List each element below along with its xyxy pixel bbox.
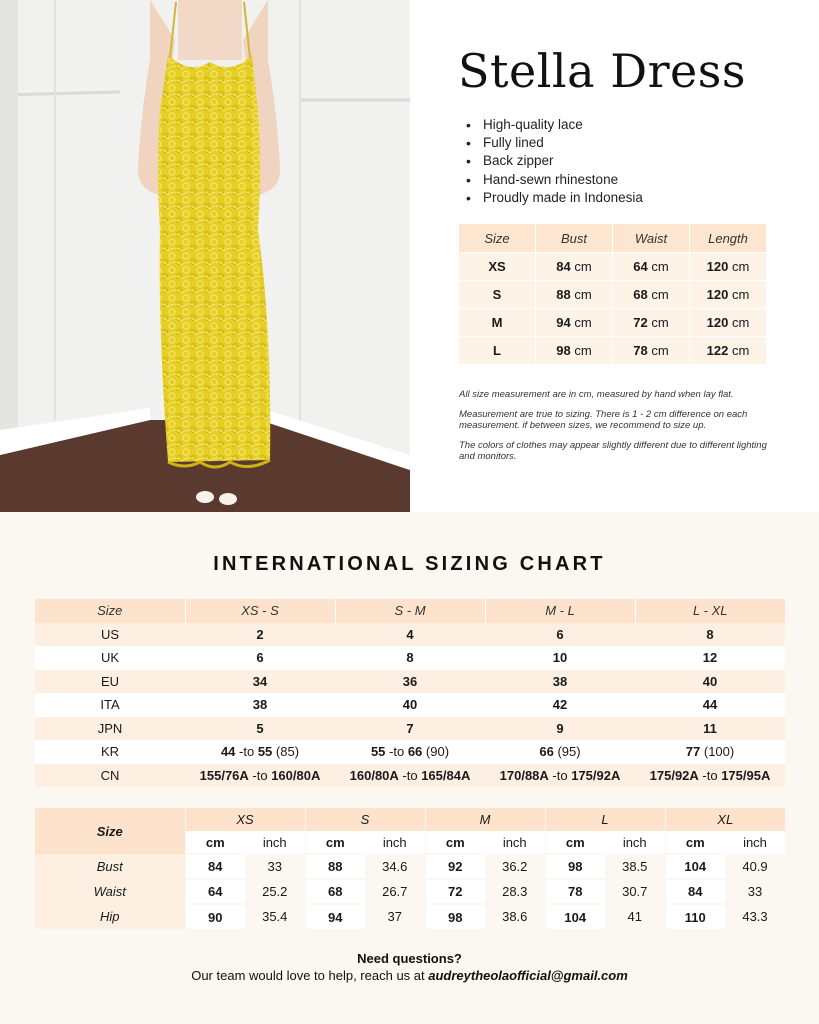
size-value: 9 — [485, 717, 635, 741]
unit-inch: inch — [245, 831, 305, 854]
cm-value: 88 — [305, 854, 365, 879]
product-photo — [0, 0, 410, 512]
inch-value: 30.7 — [605, 879, 665, 904]
international-sizing-table — [35, 599, 785, 787]
bust-cell: 84 cm — [536, 252, 613, 280]
size-cell: S — [459, 280, 536, 308]
row-label: Hip — [35, 904, 185, 929]
contact-line — [0, 967, 819, 984]
length-cell: 120 cm — [690, 280, 767, 308]
cm-value: 110 — [665, 904, 725, 929]
size-group-header: L — [545, 808, 665, 831]
size-value: 38 — [185, 693, 335, 717]
row-label: ITA — [35, 693, 185, 717]
table-row — [35, 670, 785, 694]
unit-cm: cm — [545, 831, 605, 854]
size-value: 42 — [485, 693, 635, 717]
size-range: 160/80A -to 165/84A — [335, 764, 485, 788]
feature-item: • High-quality lace — [466, 116, 643, 134]
cm-value: 98 — [545, 854, 605, 879]
table-row — [35, 717, 785, 741]
size-table-header: Size — [459, 224, 536, 252]
international-title: INTERNATIONAL SIZING CHART — [213, 553, 606, 575]
size-table-header: Bust — [536, 224, 613, 252]
size-range: 44 -to 55 (85) — [185, 740, 335, 764]
inch-value: 38.6 — [485, 904, 545, 929]
size-table-header: Length — [690, 224, 767, 252]
feature-list — [466, 116, 643, 207]
table-row — [35, 879, 785, 904]
inch-value: 26.7 — [365, 879, 425, 904]
cm-value: 92 — [425, 854, 485, 879]
waist-cell: 64 cm — [613, 252, 690, 280]
size-value: 4 — [335, 623, 485, 647]
inch-value: 34.6 — [365, 854, 425, 879]
header-cell: M - L — [485, 599, 635, 623]
cm-value: 68 — [305, 879, 365, 904]
note-text: The colors of clothes may appear slightly different due to different lighting and monitors. — [459, 440, 767, 462]
size-value: 40 — [335, 693, 485, 717]
size-value: 8 — [335, 646, 485, 670]
unit-inch: inch — [725, 831, 785, 854]
unit-cm: cm — [665, 831, 725, 854]
size-table — [459, 224, 767, 364]
table-row — [35, 904, 785, 929]
size-group-header: S — [305, 808, 425, 831]
contact-block — [0, 950, 819, 984]
unit-inch: inch — [605, 831, 665, 854]
table-row — [459, 280, 767, 308]
feature-item: • Hand-sewn rhinestone — [466, 171, 643, 189]
note-text: All size measurement are in cm, measured by hand when lay flat. — [459, 389, 734, 400]
cm-value: 84 — [665, 879, 725, 904]
cm-value: 104 — [665, 854, 725, 879]
size-group-header: XL — [665, 808, 785, 831]
cm-value: 98 — [425, 904, 485, 929]
inch-value: 33 — [725, 879, 785, 904]
size-range: 155/76A -to 160/80A — [185, 764, 335, 788]
size-value: 40 — [635, 670, 785, 694]
table-header-row — [35, 599, 785, 623]
size-range: 175/92A -to 175/95A — [635, 764, 785, 788]
inch-value: 40.9 — [725, 854, 785, 879]
size-value: 6 — [485, 623, 635, 647]
size-cell: XS — [459, 252, 536, 280]
size-table-header: Waist — [613, 224, 690, 252]
row-label: KR — [35, 740, 185, 764]
measurement-table — [35, 808, 785, 929]
contact-email-link[interactable]: audreytheolaofficial@gmail.com — [428, 968, 628, 983]
cm-value: 72 — [425, 879, 485, 904]
size-value: 12 — [635, 646, 785, 670]
size-value: 8 — [635, 623, 785, 647]
unit-cm: cm — [425, 831, 485, 854]
size-value: 44 — [635, 693, 785, 717]
table-row — [459, 336, 767, 364]
row-label: CN — [35, 764, 185, 788]
cm-value: 64 — [185, 879, 245, 904]
row-label: US — [35, 623, 185, 647]
row-label: Bust — [35, 854, 185, 879]
cm-value: 94 — [305, 904, 365, 929]
size-range: 55 -to 66 (90) — [335, 740, 485, 764]
unit-cm: cm — [185, 831, 245, 854]
unit-cm: cm — [305, 831, 365, 854]
row-label: EU — [35, 670, 185, 694]
size-range: 66 (95) — [485, 740, 635, 764]
row-label: Waist — [35, 879, 185, 904]
size-cell: M — [459, 308, 536, 336]
table-row — [35, 623, 785, 647]
inch-value: 35.4 — [245, 904, 305, 929]
header-cell: S - M — [335, 599, 485, 623]
inch-value: 28.3 — [485, 879, 545, 904]
table-row — [459, 252, 767, 280]
bust-cell: 88 cm — [536, 280, 613, 308]
inch-value: 43.3 — [725, 904, 785, 929]
waist-cell: 78 cm — [613, 336, 690, 364]
cm-value: 78 — [545, 879, 605, 904]
bust-cell: 98 cm — [536, 336, 613, 364]
row-label: UK — [35, 646, 185, 670]
row-label: JPN — [35, 717, 185, 741]
size-range: 170/88A -to 175/92A — [485, 764, 635, 788]
unit-inch: inch — [365, 831, 425, 854]
header-cell: L - XL — [635, 599, 785, 623]
size-notes — [459, 389, 779, 471]
size-value: 2 — [185, 623, 335, 647]
size-value: 34 — [185, 670, 335, 694]
inch-value: 41 — [605, 904, 665, 929]
header-cell: Size — [35, 599, 185, 623]
size-value: 10 — [485, 646, 635, 670]
table-row — [35, 693, 785, 717]
size-header: Size — [35, 808, 185, 854]
inch-value: 36.2 — [485, 854, 545, 879]
contact-question: Need questions? — [357, 951, 462, 966]
size-group-header: M — [425, 808, 545, 831]
waist-cell: 68 cm — [613, 280, 690, 308]
inch-value: 37 — [365, 904, 425, 929]
cm-value: 90 — [185, 904, 245, 929]
length-cell: 120 cm — [690, 252, 767, 280]
cm-value: 84 — [185, 854, 245, 879]
size-value: 38 — [485, 670, 635, 694]
product-title: Stella Dress — [458, 44, 746, 98]
inch-value: 25.2 — [245, 879, 305, 904]
size-value: 36 — [335, 670, 485, 694]
size-value: 7 — [335, 717, 485, 741]
size-group-header: XS — [185, 808, 305, 831]
table-row — [35, 764, 785, 788]
table-row — [459, 308, 767, 336]
table-row — [35, 740, 785, 764]
inch-value: 33 — [245, 854, 305, 879]
size-value: 6 — [185, 646, 335, 670]
note-text: Measurement are true to sizing. There is 1 - 2 cm difference on each measurement. if between sizes, we recommend to size up. — [459, 409, 748, 431]
size-value: 11 — [635, 717, 785, 741]
size-value: 5 — [185, 717, 335, 741]
header-cell: XS - S — [185, 599, 335, 623]
feature-item: • Proudly made in Indonesia — [466, 189, 643, 207]
inch-value: 38.5 — [605, 854, 665, 879]
feature-item: • Fully lined — [466, 134, 643, 152]
table-row — [35, 646, 785, 670]
length-cell: 120 cm — [690, 308, 767, 336]
model-wearing-dress-image — [0, 0, 410, 512]
unit-inch: inch — [485, 831, 545, 854]
cm-value: 104 — [545, 904, 605, 929]
waist-cell: 72 cm — [613, 308, 690, 336]
length-cell: 122 cm — [690, 336, 767, 364]
contact-text: Our team would love to help, reach us at — [191, 968, 429, 983]
bust-cell: 94 cm — [536, 308, 613, 336]
feature-item: • Back zipper — [466, 152, 643, 170]
table-header-row — [35, 808, 785, 831]
size-range: 77 (100) — [635, 740, 785, 764]
size-cell: L — [459, 336, 536, 364]
table-row — [35, 854, 785, 879]
